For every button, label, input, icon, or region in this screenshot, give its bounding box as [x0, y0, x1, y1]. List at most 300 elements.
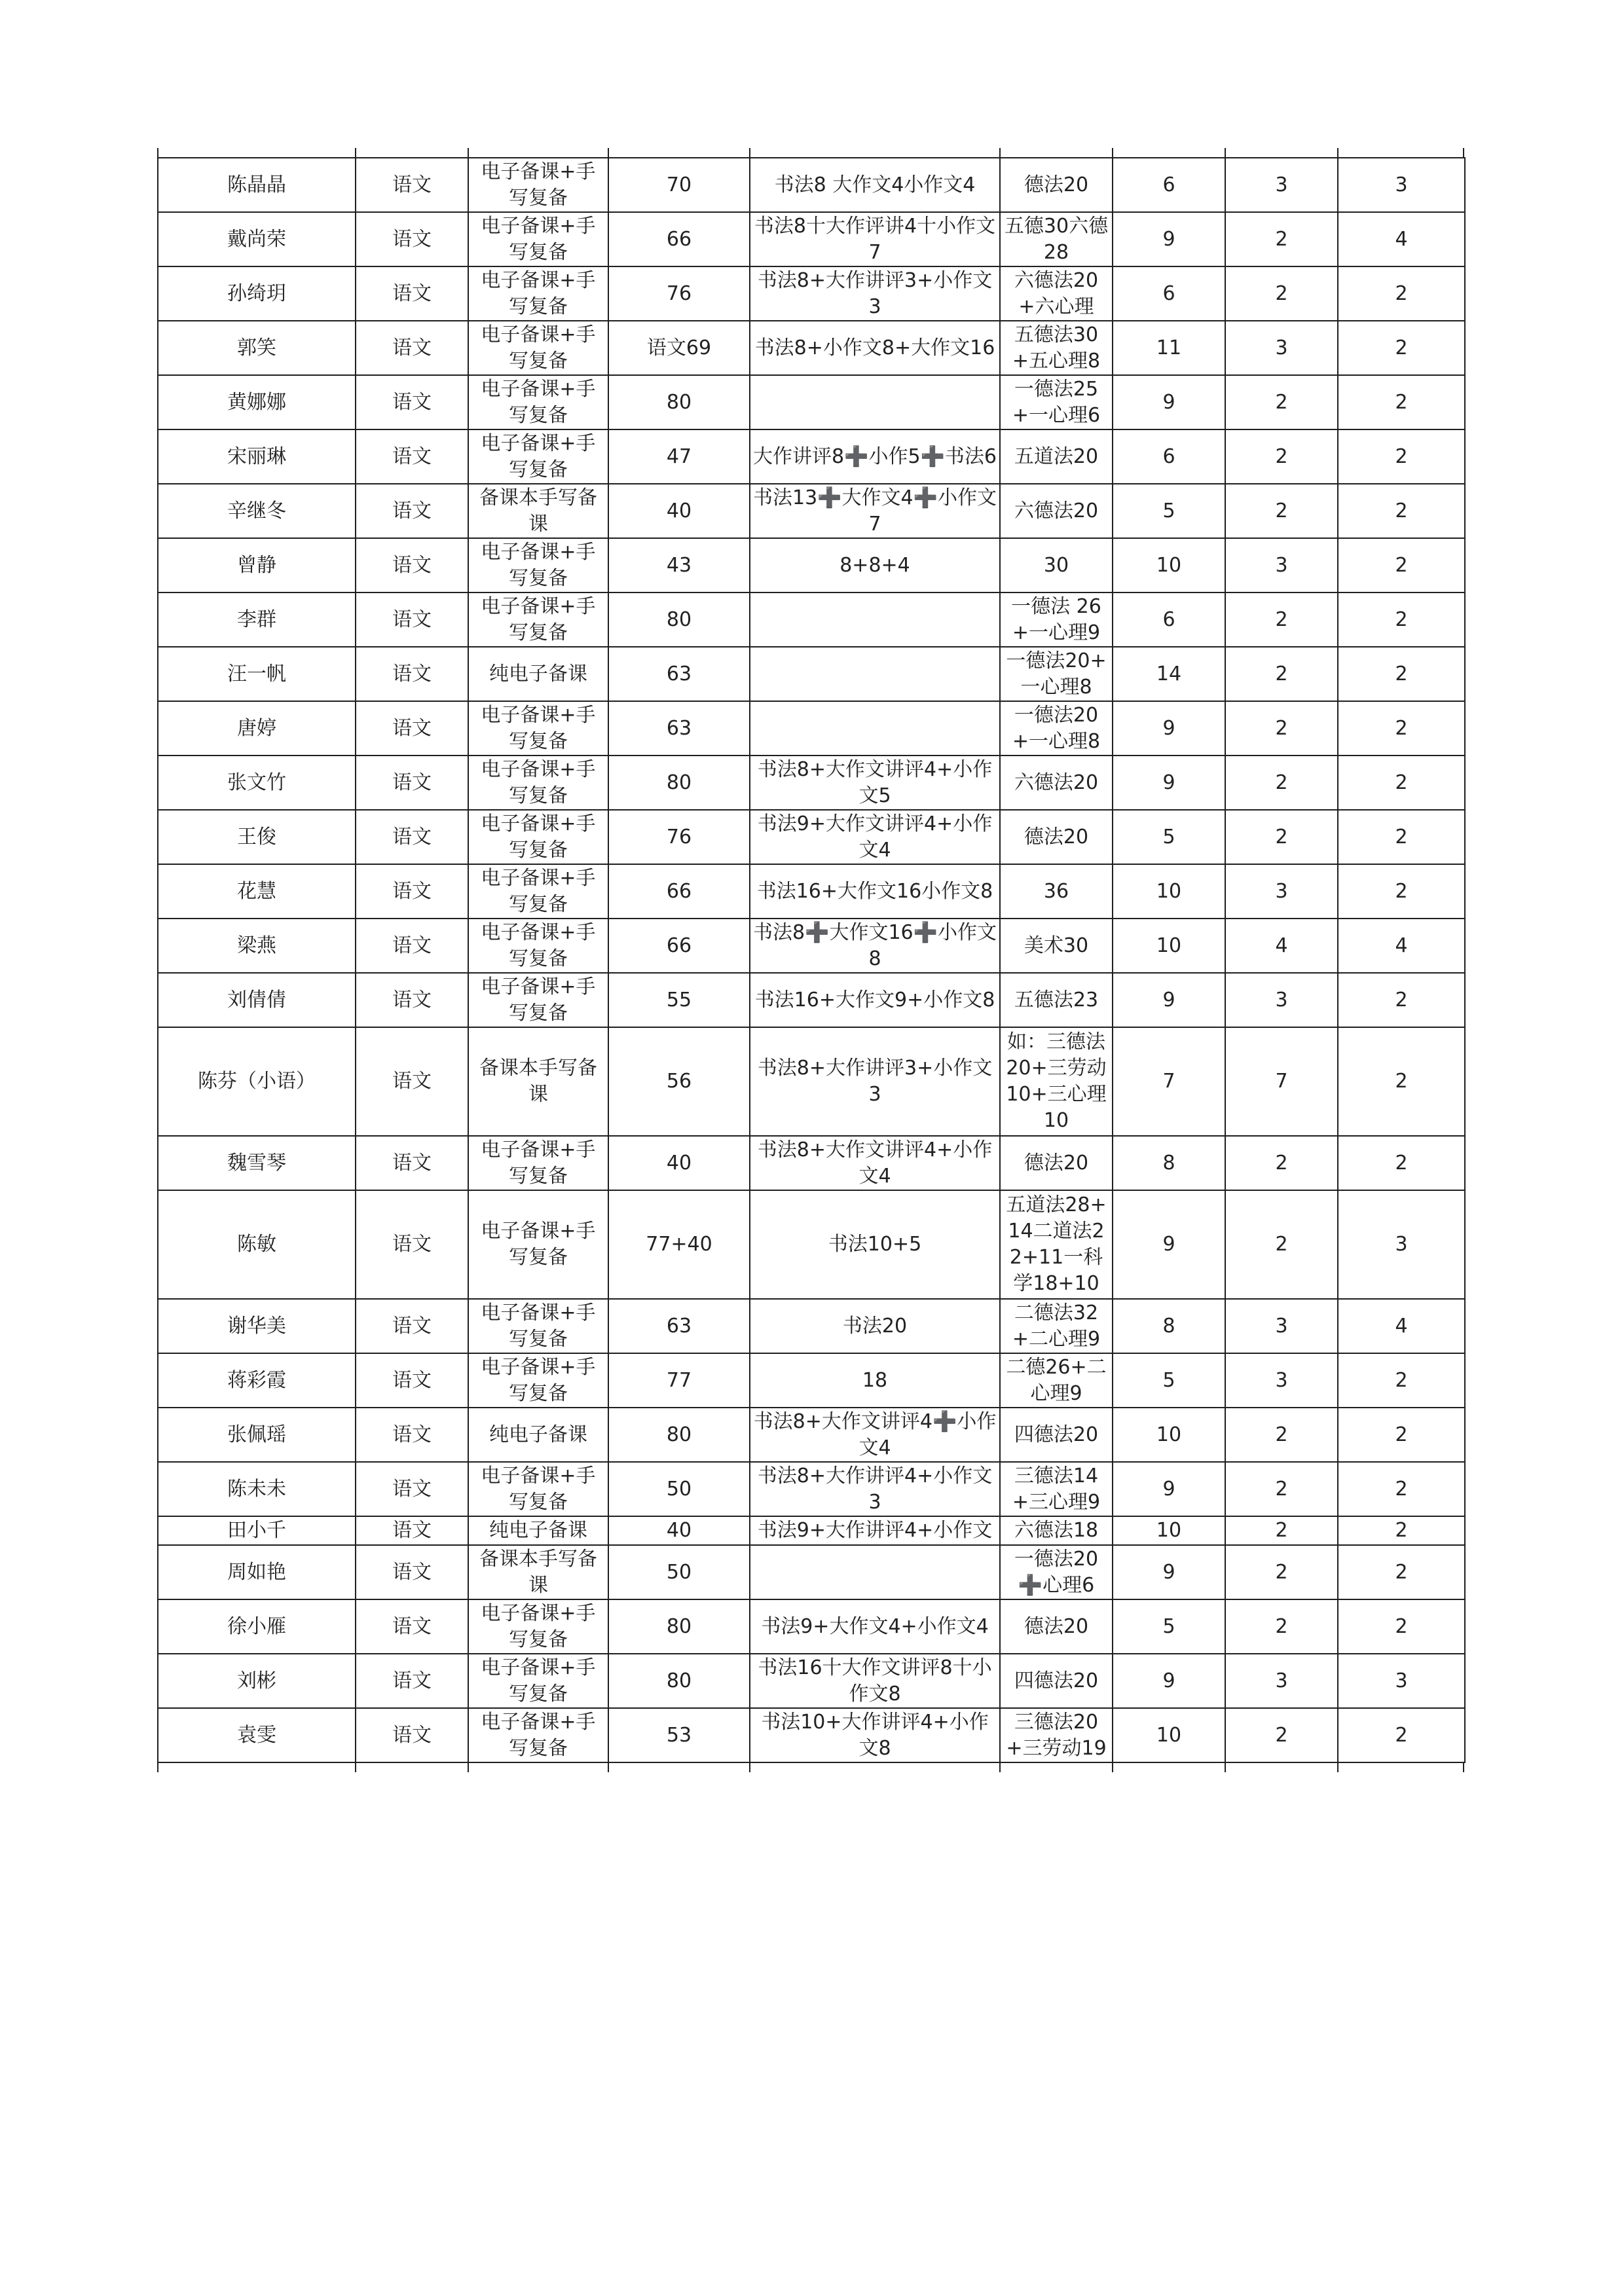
table-row — [158, 1516, 1465, 1545]
subject-cell — [356, 1545, 468, 1599]
cell-text: 语文 — [392, 716, 432, 740]
teacher-name-cell — [158, 592, 356, 647]
prep-method-cell — [468, 1708, 608, 1762]
cell-text: 3 — [1275, 879, 1288, 903]
homework-cell — [750, 1027, 1000, 1136]
cell-text: 2 — [1395, 825, 1408, 848]
cell-text: 3 — [1395, 1233, 1408, 1256]
cell-text: 3 — [1275, 988, 1288, 1011]
cell-text: 书法10+5 — [828, 1233, 922, 1256]
teacher-name-cell — [158, 1599, 356, 1654]
table-row — [158, 701, 1465, 756]
score-cell — [608, 266, 750, 321]
count-a-cell — [1113, 1408, 1225, 1462]
other-subjects-cell — [1000, 647, 1113, 701]
cell-text: 9 — [1162, 988, 1175, 1011]
subject-cell — [356, 592, 468, 647]
cell-text: 语文 — [392, 825, 432, 848]
subject-cell — [356, 647, 468, 701]
cell-text: 备课本手写备课 — [479, 486, 597, 536]
cell-text: 2 — [1275, 1233, 1288, 1256]
other-subjects-cell — [1000, 158, 1113, 212]
cell-text: 辛继冬 — [227, 499, 286, 522]
cell-text: 一德法20➕心理6 — [1014, 1547, 1099, 1597]
homework-cell — [750, 1599, 1000, 1654]
score-cell — [608, 1353, 750, 1408]
table-row — [158, 321, 1465, 375]
count-b-cell — [1225, 1353, 1338, 1408]
teacher-name-cell — [158, 647, 356, 701]
cell-text: 3 — [1395, 1669, 1408, 1692]
subject-cell — [356, 429, 468, 484]
other-subjects-cell — [1000, 701, 1113, 756]
cell-text: 2 — [1395, 988, 1408, 1011]
teacher-name-cell — [158, 1516, 356, 1545]
count-b-cell — [1225, 1462, 1338, 1516]
cell-text: 7 — [1275, 1070, 1288, 1093]
cell-text: 语文 — [392, 662, 432, 685]
cell-text: 2 — [1395, 1614, 1408, 1638]
count-b-cell — [1225, 1654, 1338, 1708]
cell-text: 蒋彩霞 — [227, 1368, 286, 1392]
count-b-cell — [1225, 429, 1338, 484]
cell-text: 电子备课+手写复备 — [481, 323, 596, 373]
homework-cell — [750, 158, 1000, 212]
cell-text: 3 — [1275, 553, 1288, 577]
cell-text: 汪一帆 — [227, 662, 286, 685]
other-subjects-cell — [1000, 756, 1113, 810]
count-b-cell — [1225, 864, 1338, 919]
score-cell — [608, 212, 750, 266]
prep-method-cell — [468, 973, 608, 1027]
homework-cell — [750, 864, 1000, 919]
cell-text: 田小千 — [227, 1519, 286, 1542]
homework-cell — [750, 266, 1000, 321]
cell-text: 76 — [666, 282, 692, 305]
prep-method-cell — [468, 1408, 608, 1462]
prep-method-cell — [468, 1190, 608, 1299]
cell-text: 8+8+4 — [840, 553, 910, 577]
prep-method-cell — [468, 1136, 608, 1190]
count-c-cell — [1338, 266, 1465, 321]
count-c-cell — [1338, 1027, 1465, 1136]
prep-method-cell — [468, 1462, 608, 1516]
teacher-name-cell — [158, 973, 356, 1027]
other-subjects-cell — [1000, 266, 1113, 321]
other-subjects-cell — [1000, 538, 1113, 592]
subject-cell — [356, 1462, 468, 1516]
subject-cell — [356, 1408, 468, 1462]
homework-cell — [750, 810, 1000, 864]
cell-text: 六德法20+六心理 — [1014, 268, 1099, 318]
cell-text: 3 — [1275, 1368, 1288, 1392]
score-cell — [608, 1462, 750, 1516]
other-subjects-cell — [1000, 375, 1113, 429]
other-subjects-cell — [1000, 1353, 1113, 1408]
teacher-name-cell — [158, 1654, 356, 1708]
table-row — [158, 1545, 1465, 1599]
cell-text: 2 — [1275, 1423, 1288, 1446]
staff-workload-table — [157, 157, 1466, 1763]
cell-text: 77+40 — [646, 1233, 712, 1256]
count-b-cell — [1225, 973, 1338, 1027]
cell-text: 一德法20+一心理8 — [1012, 703, 1101, 753]
other-subjects-cell — [1000, 321, 1113, 375]
count-c-cell — [1338, 1545, 1465, 1599]
cell-text: 备课本手写备课 — [479, 1057, 597, 1106]
cell-text: 电子备课+手写复备 — [481, 594, 596, 644]
cell-text: 47 — [666, 445, 692, 468]
count-b-cell — [1225, 919, 1338, 973]
cell-text: 9 — [1162, 1560, 1175, 1584]
cell-text: 2 — [1275, 390, 1288, 414]
cell-text: 8 — [1162, 1314, 1175, 1338]
homework-cell — [750, 756, 1000, 810]
cell-text: 电子备课+手写复备 — [481, 1138, 596, 1188]
cell-text: 语文 — [392, 1723, 432, 1747]
subject-cell — [356, 919, 468, 973]
cell-text: 6 — [1162, 445, 1175, 468]
subject-cell — [356, 375, 468, 429]
cell-text: 语文 — [392, 988, 432, 1011]
prep-method-cell — [468, 375, 608, 429]
cell-text: 电子备课+手写复备 — [481, 866, 596, 916]
cell-text: 55 — [666, 988, 692, 1011]
prep-method-cell — [468, 919, 608, 973]
other-subjects-cell — [1000, 810, 1113, 864]
cell-text: 53 — [666, 1723, 692, 1747]
cell-text: 书法8+大作文讲评4+小作文5 — [757, 757, 993, 807]
prep-method-cell — [468, 1299, 608, 1353]
cell-text: 四德法20 — [1014, 1669, 1099, 1692]
cell-text: 语文 — [392, 608, 432, 631]
count-a-cell — [1113, 973, 1225, 1027]
subject-cell — [356, 266, 468, 321]
score-cell — [608, 1190, 750, 1299]
table-row — [158, 864, 1465, 919]
cell-text: 语文 — [392, 227, 432, 251]
count-a-cell — [1113, 266, 1225, 321]
cell-text: 语文 — [392, 1368, 432, 1392]
subject-cell — [356, 810, 468, 864]
count-b-cell — [1225, 484, 1338, 538]
score-cell — [608, 158, 750, 212]
cell-text: 63 — [666, 1314, 692, 1338]
cell-text: 语文 — [392, 771, 432, 794]
cell-text: 语文69 — [646, 336, 712, 359]
subject-cell — [356, 1599, 468, 1654]
cell-text: 电子备课+手写复备 — [481, 812, 596, 862]
subject-cell — [356, 973, 468, 1027]
count-c-cell — [1338, 756, 1465, 810]
cell-text: 2 — [1275, 1723, 1288, 1747]
subject-cell — [356, 321, 468, 375]
subject-cell — [356, 1136, 468, 1190]
count-c-cell — [1338, 1599, 1465, 1654]
cell-text: 五德30六德28 — [1004, 214, 1109, 264]
table-row — [158, 592, 1465, 647]
other-subjects-cell — [1000, 973, 1113, 1027]
count-b-cell — [1225, 538, 1338, 592]
cell-text: 4 — [1395, 1314, 1408, 1338]
count-a-cell — [1113, 1190, 1225, 1299]
score-cell — [608, 919, 750, 973]
other-subjects-cell — [1000, 1027, 1113, 1136]
cell-text: 30 — [1043, 553, 1069, 577]
cell-text: 李群 — [237, 608, 276, 631]
cell-text: 70 — [666, 173, 692, 196]
count-c-cell — [1338, 1708, 1465, 1762]
teacher-name-cell — [158, 375, 356, 429]
cell-text: 书法8十大作评讲4十小作文7 — [754, 214, 996, 264]
score-cell — [608, 864, 750, 919]
cell-text: 德法20 — [1024, 173, 1089, 196]
cell-text: 张佩瑶 — [227, 1423, 286, 1446]
prep-method-cell — [468, 1654, 608, 1708]
cell-text: 76 — [666, 825, 692, 848]
score-cell — [608, 1654, 750, 1708]
cell-text: 刘彬 — [237, 1669, 276, 1692]
score-cell — [608, 538, 750, 592]
prep-method-cell — [468, 1599, 608, 1654]
prep-method-cell — [468, 701, 608, 756]
table-bottom-stubs — [157, 1763, 1464, 1772]
cell-text: 2 — [1275, 282, 1288, 305]
teacher-name-cell — [158, 321, 356, 375]
teacher-name-cell — [158, 756, 356, 810]
count-a-cell — [1113, 538, 1225, 592]
cell-text: 2 — [1395, 445, 1408, 468]
homework-cell — [750, 973, 1000, 1027]
other-subjects-cell — [1000, 484, 1113, 538]
count-b-cell — [1225, 756, 1338, 810]
cell-text: 备课本手写备课 — [479, 1547, 597, 1597]
cell-text: 77 — [666, 1368, 692, 1392]
cell-text: 2 — [1395, 879, 1408, 903]
prep-method-cell — [468, 538, 608, 592]
cell-text: 3 — [1275, 1669, 1288, 1692]
other-subjects-cell — [1000, 1654, 1113, 1708]
teacher-name-cell — [158, 1299, 356, 1353]
count-c-cell — [1338, 864, 1465, 919]
score-cell — [608, 756, 750, 810]
cell-text: 36 — [1043, 879, 1069, 903]
cell-text: 50 — [666, 1477, 692, 1501]
count-c-cell — [1338, 919, 1465, 973]
cell-text: 6 — [1162, 173, 1175, 196]
cell-text: 书法13➕大作文4➕小作文7 — [753, 486, 997, 536]
cell-text: 语文 — [392, 1560, 432, 1584]
subject-cell — [356, 1353, 468, 1408]
table-row — [158, 1027, 1465, 1136]
subject-cell — [356, 484, 468, 538]
score-cell — [608, 810, 750, 864]
cell-text: 五德法23 — [1014, 988, 1099, 1011]
cell-text: 美术30 — [1024, 934, 1089, 957]
score-cell — [608, 701, 750, 756]
cell-text: 2 — [1395, 553, 1408, 577]
cell-text: 2 — [1395, 771, 1408, 794]
other-subjects-cell — [1000, 592, 1113, 647]
cell-text: 电子备课+手写复备 — [481, 1464, 596, 1514]
homework-cell — [750, 592, 1000, 647]
cell-text: 宋丽琳 — [227, 445, 286, 468]
count-a-cell — [1113, 592, 1225, 647]
score-cell — [608, 1599, 750, 1654]
cell-text: 书法8+大作文讲评4➕小作文4 — [753, 1410, 997, 1459]
cell-text: 电子备课+手写复备 — [481, 1301, 596, 1351]
teacher-name-cell — [158, 212, 356, 266]
cell-text: 电子备课+手写复备 — [481, 757, 596, 807]
cell-text: 唐婷 — [237, 716, 276, 740]
cell-text: 66 — [666, 934, 692, 957]
cell-text: 语文 — [392, 173, 432, 196]
homework-cell — [750, 538, 1000, 592]
cell-text: 电子备课+手写复备 — [481, 975, 596, 1025]
prep-method-cell — [468, 1353, 608, 1408]
cell-text: 语文 — [392, 1233, 432, 1256]
teacher-name-cell — [158, 1027, 356, 1136]
count-c-cell — [1338, 1299, 1465, 1353]
cell-text: 孙绮玥 — [227, 282, 286, 305]
cell-text: 10 — [1156, 1519, 1182, 1542]
homework-cell — [750, 321, 1000, 375]
table-row — [158, 375, 1465, 429]
count-b-cell — [1225, 1136, 1338, 1190]
cell-text: 语文 — [392, 390, 432, 414]
cell-text: 3 — [1275, 173, 1288, 196]
cell-text: 书法8➕大作文16➕小作文8 — [753, 920, 997, 970]
cell-text: 二德法32+二心理9 — [1012, 1301, 1101, 1351]
cell-text: 德法20 — [1024, 825, 1089, 848]
count-b-cell — [1225, 1516, 1338, 1545]
homework-cell — [750, 1462, 1000, 1516]
teacher-name-cell — [158, 1353, 356, 1408]
cell-text: 陈敏 — [237, 1233, 276, 1256]
cell-text: 2 — [1395, 336, 1408, 359]
cell-text: 2 — [1275, 445, 1288, 468]
cell-text: 3 — [1275, 1314, 1288, 1338]
cell-text: 书法16+大作文16小作文8 — [756, 879, 993, 903]
count-a-cell — [1113, 701, 1225, 756]
teacher-name-cell — [158, 266, 356, 321]
cell-text: 陈未未 — [227, 1477, 286, 1501]
count-b-cell — [1225, 212, 1338, 266]
count-a-cell — [1113, 1299, 1225, 1353]
count-c-cell — [1338, 973, 1465, 1027]
table-row — [158, 1136, 1465, 1190]
cell-text: 语文 — [392, 499, 432, 522]
other-subjects-cell — [1000, 429, 1113, 484]
other-subjects-cell — [1000, 1136, 1113, 1190]
cell-text: 德法20 — [1024, 1614, 1089, 1638]
subject-cell — [356, 1708, 468, 1762]
homework-cell — [750, 1136, 1000, 1190]
table-row — [158, 266, 1465, 321]
count-b-cell — [1225, 321, 1338, 375]
count-a-cell — [1113, 1353, 1225, 1408]
cell-text: 2 — [1395, 282, 1408, 305]
subject-cell — [356, 1190, 468, 1299]
cell-text: 80 — [666, 390, 692, 414]
cell-text: 语文 — [392, 282, 432, 305]
cell-text: 2 — [1275, 1151, 1288, 1175]
cell-text: 66 — [666, 227, 692, 251]
cell-text: 6 — [1162, 608, 1175, 631]
count-b-cell — [1225, 1708, 1338, 1762]
score-cell — [608, 1136, 750, 1190]
prep-method-cell — [468, 1545, 608, 1599]
cell-text: 谢华美 — [227, 1314, 286, 1338]
cell-text: 2 — [1275, 227, 1288, 251]
cell-text: 2 — [1395, 1519, 1408, 1542]
cell-text: 电子备课+手写复备 — [481, 431, 596, 481]
other-subjects-cell — [1000, 1516, 1113, 1545]
count-a-cell — [1113, 1708, 1225, 1762]
count-c-cell — [1338, 429, 1465, 484]
prep-method-cell — [468, 810, 608, 864]
count-a-cell — [1113, 375, 1225, 429]
cell-text: 80 — [666, 608, 692, 631]
cell-text: 书法8+大作讲评4+小作文3 — [757, 1464, 993, 1514]
cell-text: 2 — [1275, 716, 1288, 740]
count-a-cell — [1113, 1462, 1225, 1516]
cell-text: 电子备课+手写复备 — [481, 160, 596, 210]
cell-text: 郭笑 — [237, 336, 276, 359]
count-c-cell — [1338, 1408, 1465, 1462]
count-c-cell — [1338, 1462, 1465, 1516]
count-c-cell — [1338, 1654, 1465, 1708]
cell-text: 纯电子备课 — [489, 1519, 587, 1542]
cell-text: 三德法20+三劳动19 — [1006, 1710, 1107, 1760]
other-subjects-cell — [1000, 1462, 1113, 1516]
score-cell — [608, 1545, 750, 1599]
cell-text: 电子备课+手写复备 — [481, 1355, 596, 1405]
homework-cell — [750, 1545, 1000, 1599]
cell-text: 2 — [1395, 1070, 1408, 1093]
count-a-cell — [1113, 1654, 1225, 1708]
cell-text: 9 — [1162, 1669, 1175, 1692]
prep-method-cell — [468, 1516, 608, 1545]
cell-text: 2 — [1395, 662, 1408, 685]
cell-text: 11 — [1156, 336, 1182, 359]
count-b-cell — [1225, 375, 1338, 429]
cell-text: 5 — [1162, 1614, 1175, 1638]
cell-text: 2 — [1275, 1477, 1288, 1501]
cell-text: 一德法20+ 一心理8 — [1006, 649, 1107, 699]
cell-text: 4 — [1275, 934, 1288, 957]
cell-text: 9 — [1162, 716, 1175, 740]
count-a-cell — [1113, 1599, 1225, 1654]
prep-method-cell — [468, 864, 608, 919]
other-subjects-cell — [1000, 864, 1113, 919]
teacher-name-cell — [158, 538, 356, 592]
cell-text: 2 — [1275, 1519, 1288, 1542]
count-a-cell — [1113, 756, 1225, 810]
cell-text: 花慧 — [237, 879, 276, 903]
cell-text: 一德法25+一心理6 — [1012, 377, 1101, 427]
table-row — [158, 973, 1465, 1027]
score-cell — [608, 647, 750, 701]
cell-text: 18 — [862, 1368, 888, 1392]
cell-text: 10 — [1156, 1423, 1182, 1446]
score-cell — [608, 321, 750, 375]
cell-text: 80 — [666, 771, 692, 794]
prep-method-cell — [468, 756, 608, 810]
prep-method-cell — [468, 266, 608, 321]
count-b-cell — [1225, 158, 1338, 212]
teacher-name-cell — [158, 810, 356, 864]
